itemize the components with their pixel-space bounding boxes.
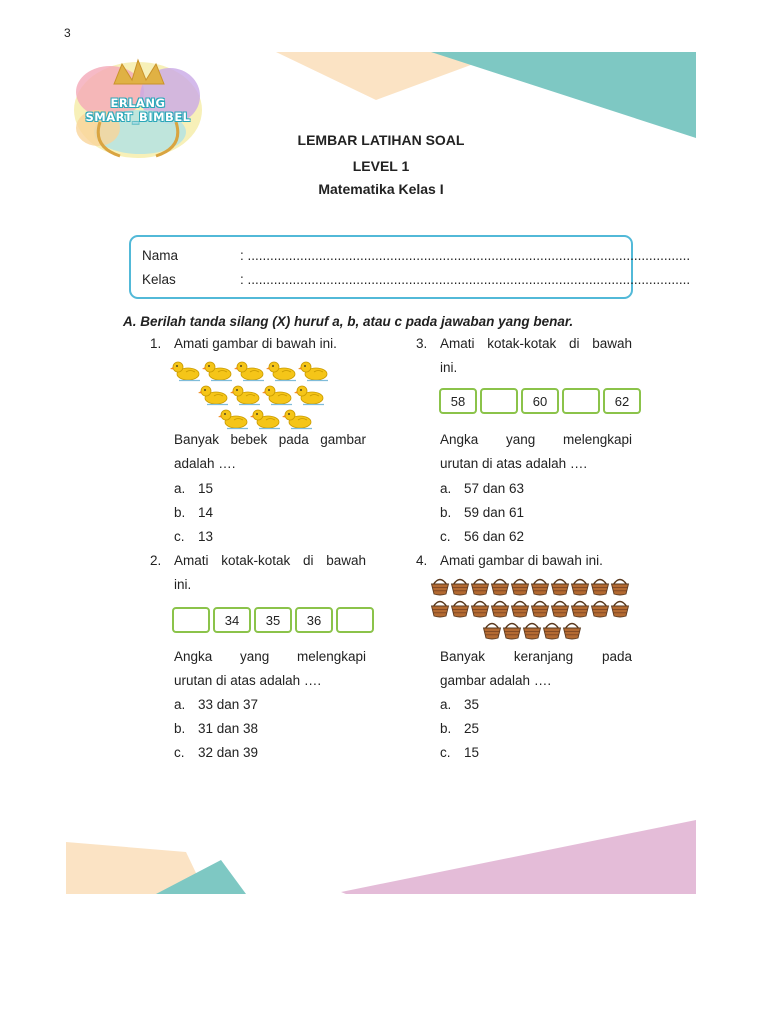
option-letter: a. [174,481,186,496]
number-box: 34 [213,607,251,633]
question-number: 1. [150,336,162,351]
basket-row [430,597,630,618]
duck-icon [230,382,262,406]
question-prompt-line2: ini. [440,360,458,375]
question-ask-line2: adalah …. [174,456,236,471]
basket-icon [530,597,550,618]
number-box: 36 [295,607,333,633]
q2-number-boxes [172,607,374,633]
option-letter: b. [440,721,452,736]
basket-icon [570,575,590,596]
basket-icon [550,597,570,618]
question-ask-line1: Banyak keranjang pada [440,649,632,664]
duck-icon [250,406,282,430]
basket-icon [522,619,542,640]
question-1 [150,332,370,356]
duck-icon [170,358,202,382]
basket-row [482,619,582,640]
duck-icon [218,406,250,430]
option-text: 57 dan 63 [464,481,525,496]
duck-row [198,382,326,406]
option-text: 35 [464,697,480,712]
duck-icon [198,382,230,406]
question-4-ask [416,645,632,693]
name-label: Nama [142,248,179,263]
option-text: 14 [198,505,214,520]
basket-icon [502,619,522,640]
question-prompt-line1: Amati kotak-kotak di bawah [440,336,632,351]
question-prompt: Amati gambar di bawah ini. [440,553,603,568]
sheet-title: LEMBAR LATIHAN SOAL [297,132,465,148]
question-ask-line1: Banyak bebek pada gambar [174,432,366,447]
sheet-subject: Matematika Kelas I [318,181,444,197]
basket-icon [482,619,502,640]
basket-icon [450,597,470,618]
option-text: 33 dan 37 [198,697,259,712]
option-letter: a. [440,697,452,712]
identity-box [129,235,691,299]
option-letter: c. [174,529,185,544]
question-2 [150,549,366,597]
basket-icon [470,575,490,596]
logo-text-line1: ERLANG [110,96,166,110]
basket-icon [490,597,510,618]
question-ask-line1: Angka yang melengkapi [174,649,366,664]
duck-icon [262,382,294,406]
number-box: 62 [603,388,641,414]
option-text: 31 dan 38 [198,721,259,736]
basket-icon [542,619,562,640]
basket-icon [430,597,450,618]
number-box: 35 [254,607,292,633]
question-ask-line1: Angka yang melengkapi [440,432,632,447]
number-box[interactable] [172,607,210,633]
question-4 [416,549,636,573]
option-text: 32 dan 39 [198,745,259,760]
basket-icon [470,597,490,618]
option-text: 56 dan 62 [464,529,525,544]
question-prompt-line1: Amati kotak-kotak di bawah [174,553,366,568]
option-letter: b. [440,505,452,520]
number-box[interactable] [562,388,600,414]
basket-icon [562,619,582,640]
basket-icon [610,575,630,596]
question-3 [416,332,632,380]
duck-row [218,406,314,430]
basket-icon [610,597,630,618]
number-box: 58 [439,388,477,414]
basket-row [430,575,630,596]
option-letter: a. [174,697,186,712]
basket-icon [510,575,530,596]
question-2-ask [150,645,366,693]
basket-icon [590,575,610,596]
option-text: 13 [198,529,214,544]
option-letter: b. [174,721,186,736]
duck-icon [298,358,330,382]
basket-icon [490,575,510,596]
question-number: 3. [416,336,428,351]
question-number: 4. [416,553,428,568]
question-ask-line2: urutan di atas adalah …. [174,673,322,688]
logo-text-line2: SMART_BIMBEL [85,110,191,124]
page-number: 3 [64,26,71,40]
option-letter: c. [440,745,451,760]
basket-icon [530,575,550,596]
duck-row [170,358,330,382]
question-prompt: Amati gambar di bawah ini. [174,336,337,351]
number-box[interactable] [336,607,374,633]
option-text: 25 [464,721,480,736]
duck-icon [294,382,326,406]
duck-icon [266,358,298,382]
option-letter: c. [440,529,451,544]
question-ask-line2: urutan di atas adalah …. [440,456,588,471]
duck-icon [234,358,266,382]
basket-icon [590,597,610,618]
question-number: 2. [150,553,162,568]
question-1-ask [150,428,366,476]
option-letter: a. [440,481,452,496]
option-letter: c. [174,745,185,760]
question-3-ask [416,428,632,476]
number-box: 60 [521,388,559,414]
question-ask-line2: gambar adalah …. [440,673,552,688]
option-text: 15 [198,481,214,496]
worksheet-page [66,52,696,894]
sheet-level: LEVEL 1 [352,158,410,174]
class-label: Kelas [142,272,176,287]
section-a-instruction: A. Berilah tanda silang (X) huruf a, b, atau c pada jawaban yang benar. [123,314,574,329]
basket-icon [450,575,470,596]
basket-icon [430,575,450,596]
q3-number-boxes [439,388,641,414]
option-text: 15 [464,745,480,760]
question-prompt-line2: ini. [174,577,192,592]
number-box[interactable] [480,388,518,414]
option-letter: b. [174,505,186,520]
basket-icon [550,575,570,596]
basket-icon [570,597,590,618]
duck-icon [202,358,234,382]
class-field[interactable]: : ...................................................................................................................... [240,272,691,287]
option-text: 59 dan 61 [464,505,525,520]
duck-icon [282,406,314,430]
name-field[interactable]: : ...................................................................................................................... [240,248,691,263]
basket-icon [510,597,530,618]
